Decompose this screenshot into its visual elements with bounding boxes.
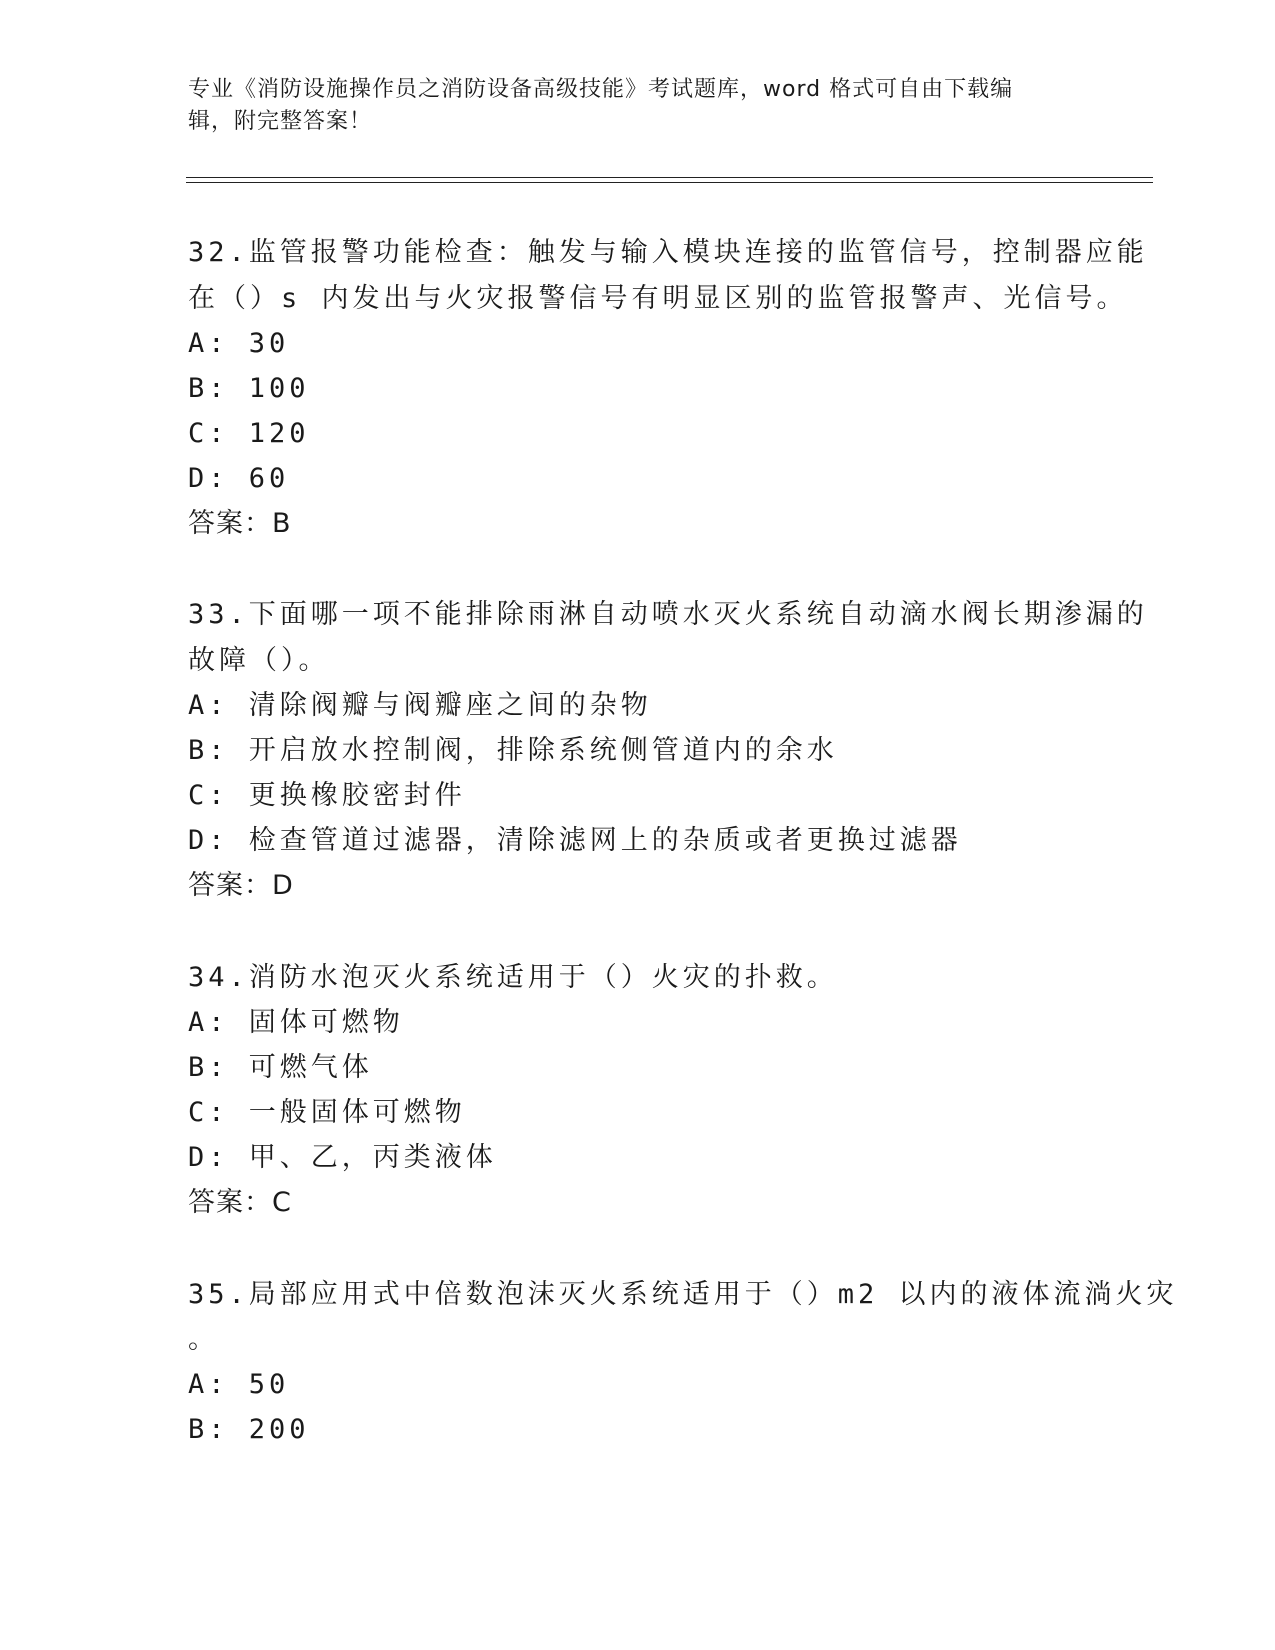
question-33-option-d: D: 检查管道过滤器，清除滤网上的杂质或者更换过滤器 — [188, 825, 962, 856]
question-33-option-b: B: 开启放水控制阀，排除系统侧管道内的余水 — [188, 735, 838, 766]
question-33-option-c: C: 更换橡胶密封件 — [188, 780, 466, 811]
question-35-option-a: A: 50 — [188, 1369, 290, 1400]
question-33-text-line-1: 33.下面哪一项不能排除雨淋自动喷水灭火系统自动滴水阀长期渗漏的 — [188, 599, 1148, 630]
question-32-answer: 答案：B — [188, 508, 292, 539]
header-line-1: 专业《消防设施操作员之消防设备高级技能》考试题库，word 格式可自由下载编 — [188, 77, 1014, 102]
question-32-text-line-1: 32.监管报警功能检查：触发与输入模块连接的监管信号，控制器应能 — [188, 237, 1148, 268]
header-divider-bottom — [186, 182, 1153, 183]
question-33-answer: 答案：D — [188, 870, 294, 901]
question-34-option-b: B: 可燃气体 — [188, 1052, 373, 1083]
question-34-text-line-1: 34.消防水泡灭火系统适用于（）火灾的扑救。 — [188, 962, 838, 993]
question-32-text-line-2: 在（）s 内发出与火灾报警信号有明显区别的监管报警声、光信号。 — [188, 283, 1128, 314]
question-35-option-b: B: 200 — [188, 1414, 310, 1445]
question-32-option-c: C: 120 — [188, 418, 310, 449]
question-34-option-d: D: 甲、乙，丙类液体 — [188, 1142, 497, 1173]
document-header — [188, 74, 1068, 138]
question-32-option-a: A: 30 — [188, 328, 290, 359]
question-33-option-a: A: 清除阀瓣与阀瓣座之间的杂物 — [188, 690, 652, 721]
question-34-option-c: C: 一般固体可燃物 — [188, 1097, 466, 1128]
header-divider-top — [186, 177, 1153, 178]
header-line-2: 辑，附完整答案！ — [188, 109, 373, 134]
question-35-text-line-2: 。 — [188, 1324, 219, 1355]
question-32-option-b: B: 100 — [188, 373, 310, 404]
question-32-option-d: D: 60 — [188, 463, 290, 494]
question-35-text-line-1: 35.局部应用式中倍数泡沫灭火系统适用于（）m2 以内的液体流淌火灾 — [188, 1279, 1178, 1310]
question-34-option-a: A: 固体可燃物 — [188, 1007, 404, 1038]
question-33-text-line-2: 故障（）。 — [188, 645, 330, 676]
question-34-answer: 答案：C — [188, 1187, 292, 1218]
